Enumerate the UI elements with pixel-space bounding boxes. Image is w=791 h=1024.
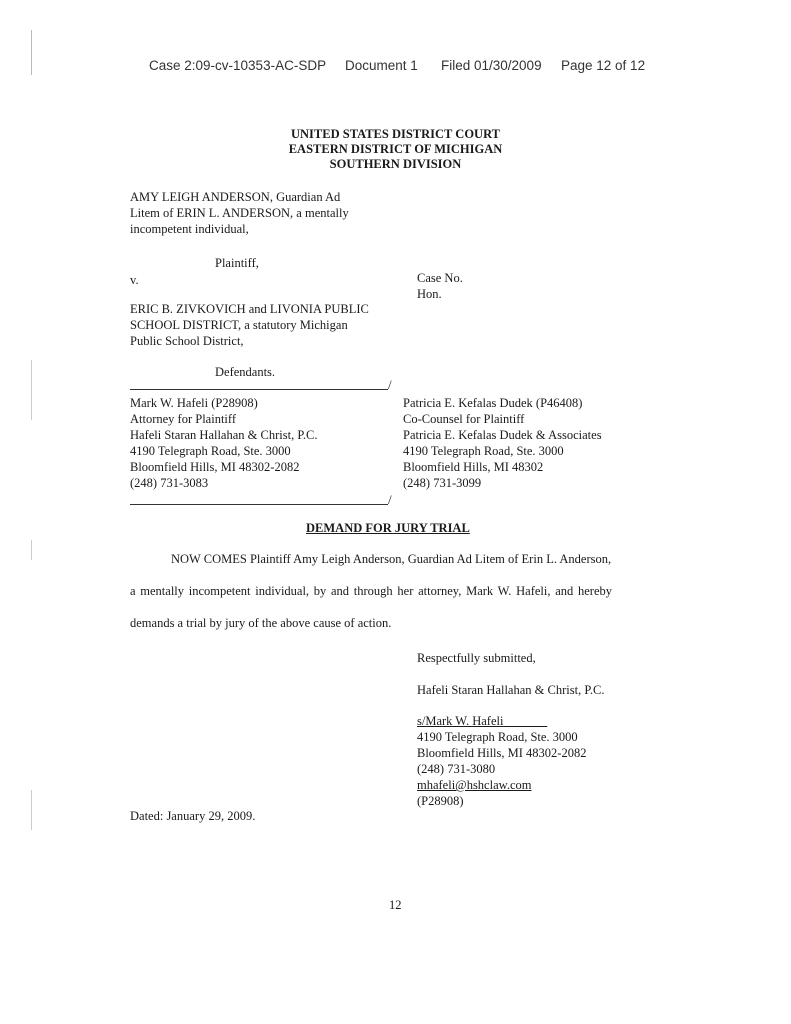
scan-edge-mark	[31, 360, 32, 420]
plaintiff-name-line: AMY LEIGH ANDERSON, Guardian Ad	[130, 190, 341, 204]
scan-edge-mark	[31, 540, 32, 560]
scan-edge-mark	[31, 790, 32, 830]
counsel-right-line: Patricia E. Kefalas Dudek & Associates	[403, 428, 602, 442]
counsel-left-line: Bloomfield Hills, MI 48302-2082	[130, 460, 300, 474]
caption-slash-top: /	[388, 377, 392, 392]
scan-edge-mark	[31, 30, 32, 75]
counsel-left-line: (248) 731-3083	[130, 476, 209, 490]
versus: v.	[130, 273, 139, 287]
demand-title: DEMAND FOR JURY TRIAL	[306, 521, 470, 535]
counsel-right-line: (248) 731-3099	[403, 476, 482, 490]
court-name: UNITED STATES DISTRICT COURT	[291, 127, 500, 141]
demand-body-line: a mentally incompetent individual, by and through her attorney, Mark W. Hafeli, and hereby	[130, 584, 613, 598]
signature-underline	[503, 714, 547, 728]
plaintiff-label: Plaintiff,	[215, 256, 259, 270]
caption-slash-bottom: /	[388, 492, 392, 507]
respectfully-submitted: Respectfully submitted,	[417, 651, 536, 665]
signature-name: s/Mark W. Hafeli	[417, 714, 504, 728]
demand-body-line: NOW COMES Plaintiff Amy Leigh Anderson, Guardian Ad Litem of Erin L. Anderson,	[171, 552, 612, 566]
header-document: Document 1	[345, 58, 418, 73]
counsel-right-line: 4190 Telegraph Road, Ste. 3000	[403, 444, 564, 458]
counsel-left-line: Mark W. Hafeli (P28908)	[130, 396, 258, 410]
header-page-count: Page 12 of 12	[561, 58, 646, 73]
counsel-right-line: Patricia E. Kefalas Dudek (P46408)	[403, 396, 583, 410]
caption-rule-bottom	[130, 504, 388, 505]
signature-phone: (248) 731-3080	[417, 762, 496, 776]
court-district: EASTERN DISTRICT OF MICHIGAN	[288, 142, 503, 156]
caption-rule-top	[130, 389, 388, 390]
dated: Dated: January 29, 2009.	[130, 809, 256, 823]
counsel-left-line: Hafeli Staran Hallahan & Christ, P.C.	[130, 428, 318, 442]
signature-email-link[interactable]: mhafeli@hshclaw.com	[417, 778, 532, 792]
header-filed-date: Filed 01/30/2009	[441, 58, 542, 73]
defendant-name-line: Public School District,	[130, 334, 244, 348]
signature-firm: Hafeli Staran Hallahan & Christ, P.C.	[417, 683, 605, 697]
plaintiff-name-line: Litem of ERIN L. ANDERSON, a mentally	[130, 206, 349, 220]
plaintiff-name-line: incompetent individual,	[130, 222, 249, 236]
counsel-right-line: Bloomfield Hills, MI 48302	[403, 460, 544, 474]
defendants-label: Defendants.	[215, 365, 276, 379]
court-division: SOUTHERN DIVISION	[329, 157, 462, 171]
signature-address: 4190 Telegraph Road, Ste. 3000	[417, 730, 578, 744]
counsel-left-line: Attorney for Plaintiff	[130, 412, 236, 426]
defendant-name-line: SCHOOL DISTRICT, a statutory Michigan	[130, 318, 348, 332]
counsel-right-line: Co-Counsel for Plaintiff	[403, 412, 525, 426]
page-number: 12	[389, 898, 402, 912]
defendant-name-line: ERIC B. ZIVKOVICH and LIVONIA PUBLIC	[130, 302, 369, 316]
signature-bar-number: (P28908)	[417, 794, 464, 808]
signature-city: Bloomfield Hills, MI 48302-2082	[417, 746, 587, 760]
demand-body-line: demands a trial by jury of the above cause of action.	[130, 616, 392, 630]
case-no-label: Case No.	[417, 271, 463, 285]
honorable-label: Hon.	[417, 287, 442, 301]
counsel-left-line: 4190 Telegraph Road, Ste. 3000	[130, 444, 291, 458]
header-case-number: Case 2:09-cv-10353-AC-SDP	[149, 58, 327, 73]
signature-line	[417, 713, 547, 729]
